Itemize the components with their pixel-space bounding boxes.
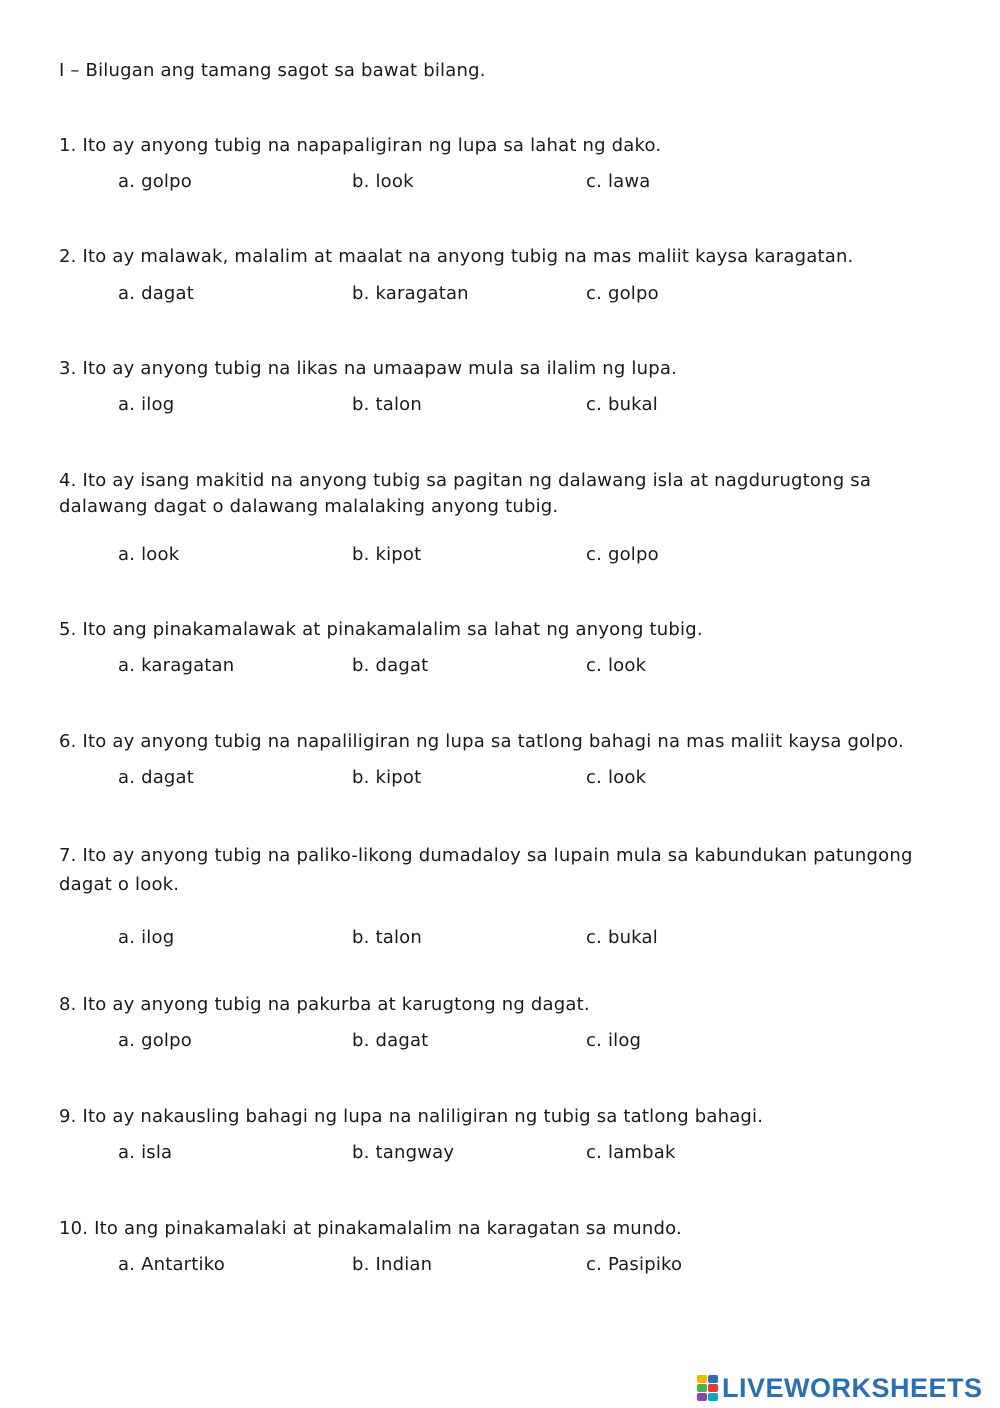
question-text: 3. Ito ay anyong tubig na likas na umaapaw mula sa ilalim ng lupa. [59, 358, 678, 379]
option-c[interactable]: c. lambak [586, 1142, 676, 1163]
question-text: 5. Ito ang pinakamalawak at pinakamalalim sa lahat ng anyong tubig. [59, 619, 703, 640]
options-3 [118, 394, 818, 420]
option-c[interactable]: c. look [586, 655, 647, 676]
option-c[interactable]: c. ilog [586, 1030, 642, 1051]
logo-tile [708, 1375, 718, 1383]
option-a[interactable]: a. isla [118, 1142, 173, 1163]
logo-text: LIVEWORKSHEETS [722, 1372, 983, 1403]
logo-tile [697, 1384, 707, 1392]
question-9 [59, 1104, 939, 1130]
question-2 [59, 244, 939, 270]
option-b[interactable]: b. kipot [352, 767, 422, 788]
option-b[interactable]: b. kipot [352, 544, 422, 565]
options-2 [118, 283, 818, 309]
logo-tile [697, 1393, 707, 1401]
options-10 [118, 1254, 818, 1280]
options-7 [118, 927, 818, 953]
liveworksheets-logo [697, 1372, 983, 1404]
question-5 [59, 617, 939, 643]
option-a[interactable]: a. karagatan [118, 655, 235, 676]
option-a[interactable]: a. Antartiko [118, 1254, 225, 1275]
question-text: 10. Ito ang pinakamalaki at pinakamalalim na karagatan sa mundo. [59, 1218, 682, 1239]
option-a[interactable]: a. dagat [118, 767, 195, 788]
question-text: 1. Ito ay anyong tubig na napapaligiran ng lupa sa lahat ng dako. [59, 135, 662, 156]
question-7 [59, 841, 939, 899]
option-b[interactable]: b. dagat [352, 1030, 429, 1051]
options-4 [118, 544, 818, 570]
question-text-line-1: 4. Ito ay isang makitid na anyong tubig sa pagitan ng dalawang isla at nagdurugtong sa [59, 470, 872, 491]
option-a[interactable]: a. golpo [118, 171, 192, 192]
option-a[interactable]: a. ilog [118, 927, 175, 948]
option-b[interactable]: b. tangway [352, 1142, 455, 1163]
question-6 [59, 729, 939, 755]
option-a[interactable]: a. golpo [118, 1030, 192, 1051]
question-text-line-1: 7. Ito ay anyong tubig na paliko-likong dumadaloy sa lupain mula sa kabundukan patungong [59, 845, 913, 866]
option-c[interactable]: c. bukal [586, 394, 658, 415]
option-c[interactable]: c. lawa [586, 171, 651, 192]
option-c[interactable]: c. golpo [586, 283, 659, 304]
logo-tile [708, 1384, 718, 1392]
option-b[interactable]: b. talon [352, 927, 422, 948]
option-b[interactable]: b. talon [352, 394, 422, 415]
option-c[interactable]: c. look [586, 767, 647, 788]
option-b[interactable]: b. karagatan [352, 283, 469, 304]
question-1 [59, 133, 939, 159]
options-6 [118, 767, 818, 793]
option-b[interactable]: b. Indian [352, 1254, 433, 1275]
question-10 [59, 1216, 939, 1242]
options-8 [118, 1030, 818, 1056]
question-text: 9. Ito ay nakausling bahagi ng lupa na naliligiran ng tubig sa tatlong bahagi. [59, 1106, 764, 1127]
options-9 [118, 1142, 818, 1168]
question-text: 8. Ito ay anyong tubig na pakurba at karugtong ng dagat. [59, 994, 590, 1015]
option-c[interactable]: c. bukal [586, 927, 658, 948]
question-4 [59, 468, 939, 520]
question-3 [59, 356, 939, 382]
question-text-line-2: dagat o look. [59, 874, 180, 895]
option-c[interactable]: c. golpo [586, 544, 659, 565]
instruction: I – Bilugan ang tamang sagot sa bawat bilang. [59, 60, 486, 81]
option-c[interactable]: c. Pasipiko [586, 1254, 683, 1275]
liveworksheets-logo-icon [697, 1375, 718, 1401]
logo-tile [697, 1375, 707, 1383]
option-b[interactable]: b. look [352, 171, 414, 192]
option-a[interactable]: a. look [118, 544, 180, 565]
options-5 [118, 655, 818, 681]
question-8 [59, 992, 939, 1018]
option-a[interactable]: a. dagat [118, 283, 195, 304]
question-text-line-2: dalawang dagat o dalawang malalaking anyong tubig. [59, 496, 559, 517]
logo-tile [708, 1393, 718, 1401]
question-text: 6. Ito ay anyong tubig na napaliligiran ng lupa sa tatlong bahagi na mas maliit kaysa golpo. [59, 731, 904, 752]
options-1 [118, 171, 818, 197]
question-text: 2. Ito ay malawak, malalim at maalat na anyong tubig na mas maliit kaysa karagatan. [59, 246, 854, 267]
option-b[interactable]: b. dagat [352, 655, 429, 676]
option-a[interactable]: a. ilog [118, 394, 175, 415]
